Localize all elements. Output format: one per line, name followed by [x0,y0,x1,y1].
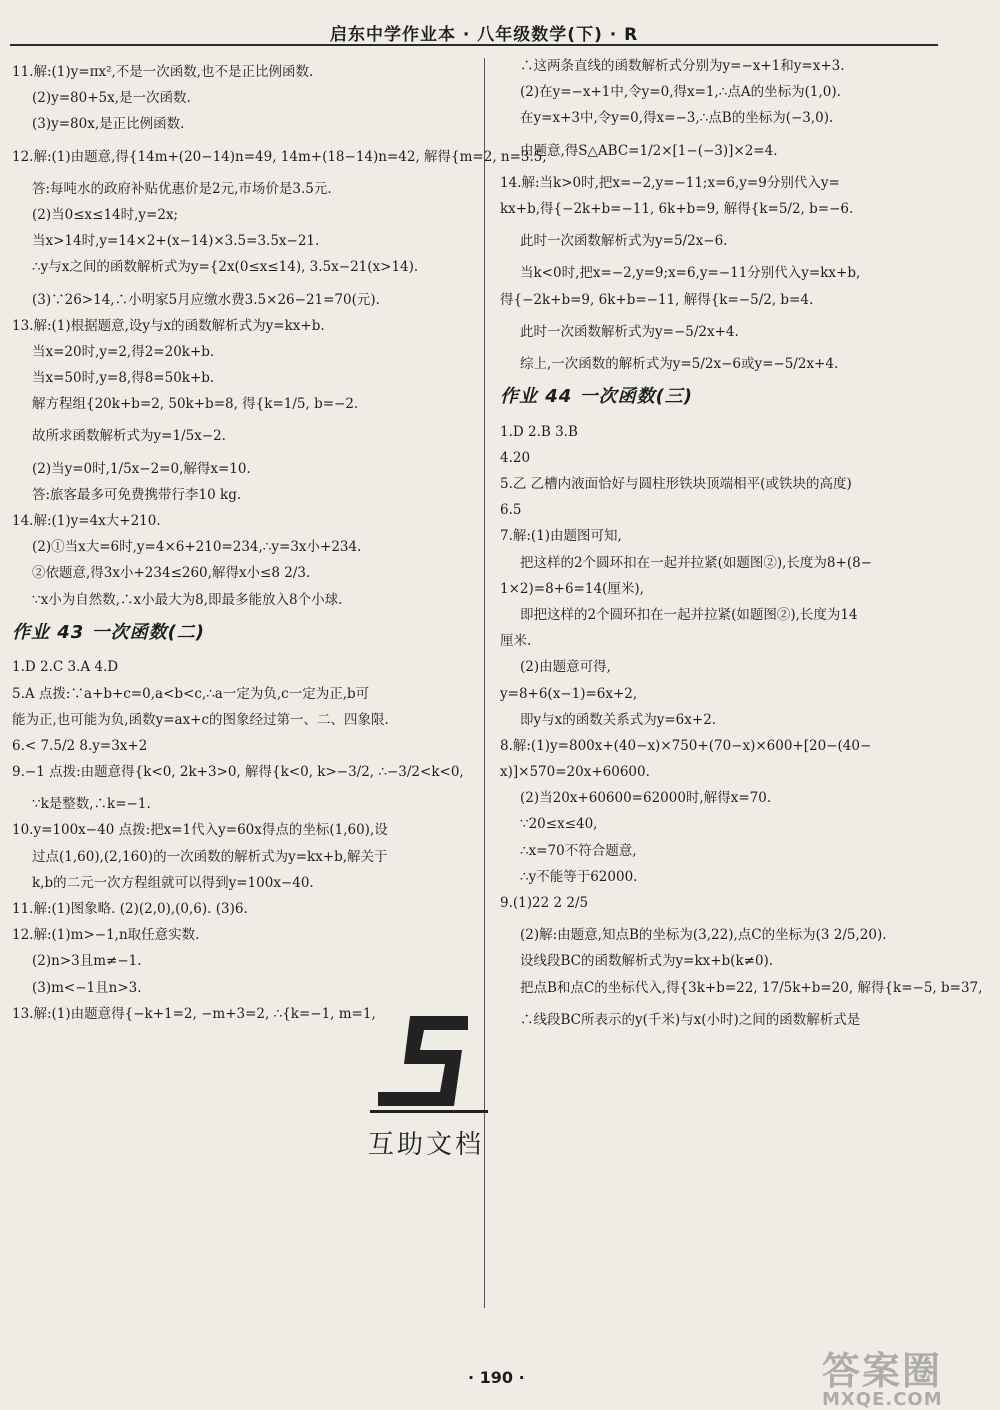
text-line: 过点(1,60),(2,160)的一次函数的解析式为y=kx+b,解关于 [32,848,388,865]
text-line: kx+b,得{−2k+b=−11, 6k+b=9, 解得{k=5/2, b=−6. [500,200,854,217]
corner-watermark-sub: MXQE.COM [822,1389,943,1410]
text-line: 8.解:(1)y=800x+(40−x)×750+(70−x)×600+[20−(40− [500,737,872,754]
text-line: ∴y不能等于62000. [520,868,638,885]
text-line: 7.解:(1)由题图可知, [500,528,622,545]
text-line: 故所求函数解析式为y=1/5x−2. [32,428,226,445]
text-line: 在y=x+3中,令y=0,得x=−3,∴点B的坐标为(−3,0). [520,110,834,127]
text-line: 14.解:当k>0时,把x=−2,y=−11;x=6,y=9分别代入y= [500,174,840,191]
text-line: 厘米. [500,633,532,650]
text-line: ∵k是整数,∴k=−1. [32,796,151,813]
text-line: (3)y=80x,是正比例函数. [32,116,185,133]
text-line: 能为正,也可能为负,函数y=ax+c的图象经过第一、二、四象限. [12,711,389,728]
page-header: 启东中学作业本 · 八年级数学(下) · R [330,25,639,45]
text-line: 14.解:(1)y=4x大+210. [12,513,161,529]
text-line: 1.D 2.C 3.A 4.D [12,659,119,676]
text-line: x)]×570=20x+60600. [500,764,650,781]
text-line: 当x=20时,y=2,得2=20k+b. [32,343,215,360]
text-line: 5.A 点拨:∵a+b+c=0,a<b<c,∴a一定为负,c一定为正,b可 [12,685,370,702]
text-line: 此时一次函数解析式为y=5/2x−6. [520,233,728,250]
text-line: (3)∵26>14,∴小明家5月应缴水费3.5×26−21=70(元). [32,291,380,308]
text-line: 当x=50时,y=8,得8=50k+b. [32,370,215,387]
text-line: 得{−2k+b=9, 6k+b=−11, 解得{k=−5/2, b=4. [500,291,814,308]
text-line: ∴y与x之间的函数解析式为y={2x(0≤x≤14), 3.5x−21(x>14). [32,259,419,276]
text-line: 当x>14时,y=14×2+(x−14)×3.5=3.5x−21. [32,233,320,250]
text-line: ②依题意,得3x小+234≤260,解得x小≤8 2/3. [32,565,311,582]
right-column [500,58,983,1038]
text-line: k,b的二元一次方程组就可以得到y=100x−40. [32,874,314,891]
text-line: 即y与x的函数关系式为y=6x+2. [520,711,717,728]
text-line: 9.−1 点拨:由题意得{k<0, 2k+3>0, 解得{k<0, k>−3/2, ∴−3/2<k<0, [12,764,464,781]
text-line: y=8+6(x−1)=6x+2, [500,685,638,702]
text-line: 把点B和点C的坐标代入,得{3k+b=22, 17/5k+b=20, 解得{k=−5, b=37, [520,979,983,996]
corner-watermark [822,1340,943,1410]
text-line: ∴这两条直线的函数解析式分别为y=−x+1和y=x+3. [520,58,845,74]
text-line: (2)解:由题意,知点B的坐标为(3,22),点C的坐标为(3 2/5,20). [520,927,887,944]
text-line: 答:每吨水的政府补贴优惠价是2元,市场价是3.5元. [32,180,332,197]
text-line: (2)在y=−x+1中,令y=0,得x=1,∴点A的坐标为(1,0). [520,84,841,101]
text-line: 解方程组{20k+b=2, 50k+b=8, 得{k=1/5, b=−2. [32,396,359,413]
corner-watermark-main: 答案圈 [822,1349,943,1393]
text-line: 5.乙 乙槽内液面恰好与圆柱形铁块顶端相平(或铁块的高度) [500,476,852,493]
text-line: (2)n>3且m≠−1. [32,953,142,970]
text-line: 12.解:(1)m>−1,n取任意实数. [12,927,200,944]
page-number: · 190 · [468,1368,525,1387]
text-line: 1×2)=8+6=14(厘米), [500,580,644,597]
watermark-logo-icon [370,1010,490,1122]
text-line: 10.y=100x−40 点拨:把x=1代入y=60x得点的坐标(1,60),设 [12,822,388,839]
text-line: (3)m<−1且n>3. [32,979,142,996]
section-title-43: 作业 43 一次函数(二) [12,621,206,643]
text-line: 由题意,得S△ABC=1/2×[1−(−3)]×2=4. [520,142,778,159]
text-line: 设线段BC的函数解析式为y=kx+b(k≠0). [520,953,774,970]
text-line: 6.5 [500,502,522,519]
text-line: (2)当20x+60600=62000时,解得x=70. [520,790,772,807]
text-line: 4.20 [500,449,531,466]
text-line: 11.解:(1)图象略. (2)(2,0),(0,6). (3)6. [12,901,248,918]
text-line: 1.D 2.B 3.B [500,423,578,440]
text-line: ∵20≤x≤40, [520,816,598,833]
text-line: (2)①当x大=6时,y=4×6+210=234,∴y=3x小+234. [32,539,362,556]
text-line: 此时一次函数解析式为y=−5/2x+4. [520,323,739,340]
text-line: ∵x小为自然数,∴x小最大为8,即最多能放入8个小球. [32,591,343,608]
text-line: 答:旅客最多可免费携带行李10 kg. [32,486,242,503]
text-line: 12.解:(1)由题意,得{14m+(20−14)n=49, 14m+(18−14)n=42, 解得{m=2, n=3.5, [12,148,547,165]
text-line: 13.解:(1)根据题意,设y与x的函数解析式为y=kx+b. [12,317,325,334]
text-line: 综上,一次函数的解析式为y=5/2x−6或y=−5/2x+4. [520,355,839,372]
text-line: ∴x=70不符合题意, [520,842,637,859]
header-rule [10,44,938,46]
text-line: 把这样的2个圆环扣在一起并拉紧(如题图②),长度为8+(8− [520,554,872,571]
text-line: 6.< 7.5/2 8.y=3x+2 [12,737,148,754]
text-line: 当k<0时,把x=−2,y=9;x=6,y=−11分别代入y=kx+b, [520,265,861,282]
text-line: ∴线段BC所表示的y(千米)与x(小时)之间的函数解析式是 [520,1011,861,1028]
text-line: 11.解:(1)y=πx²,不是一次函数,也不是正比例函数. [12,64,314,80]
text-line: (2)由题意可得, [520,659,611,676]
text-line: 13.解:(1)由题意得{−k+1=2, −m+3=2, ∴{k=−1, m=1, [12,1005,376,1022]
text-line: 9.(1)22 2 2/5 [500,895,589,912]
text-line: (2)当y=0时,1/5x−2=0,解得x=10. [32,460,251,477]
watermark-text: 互助文档 [368,1130,485,1160]
text-line: (2)当0≤x≤14时,y=2x; [32,206,179,223]
section-title-44: 作业 44 一次函数(三) [500,386,694,408]
text-line: 即把这样的2个圆环扣在一起并拉紧(如题图②),长度为14 [520,606,858,623]
text-line: (2)y=80+5x,是一次函数. [32,90,191,107]
